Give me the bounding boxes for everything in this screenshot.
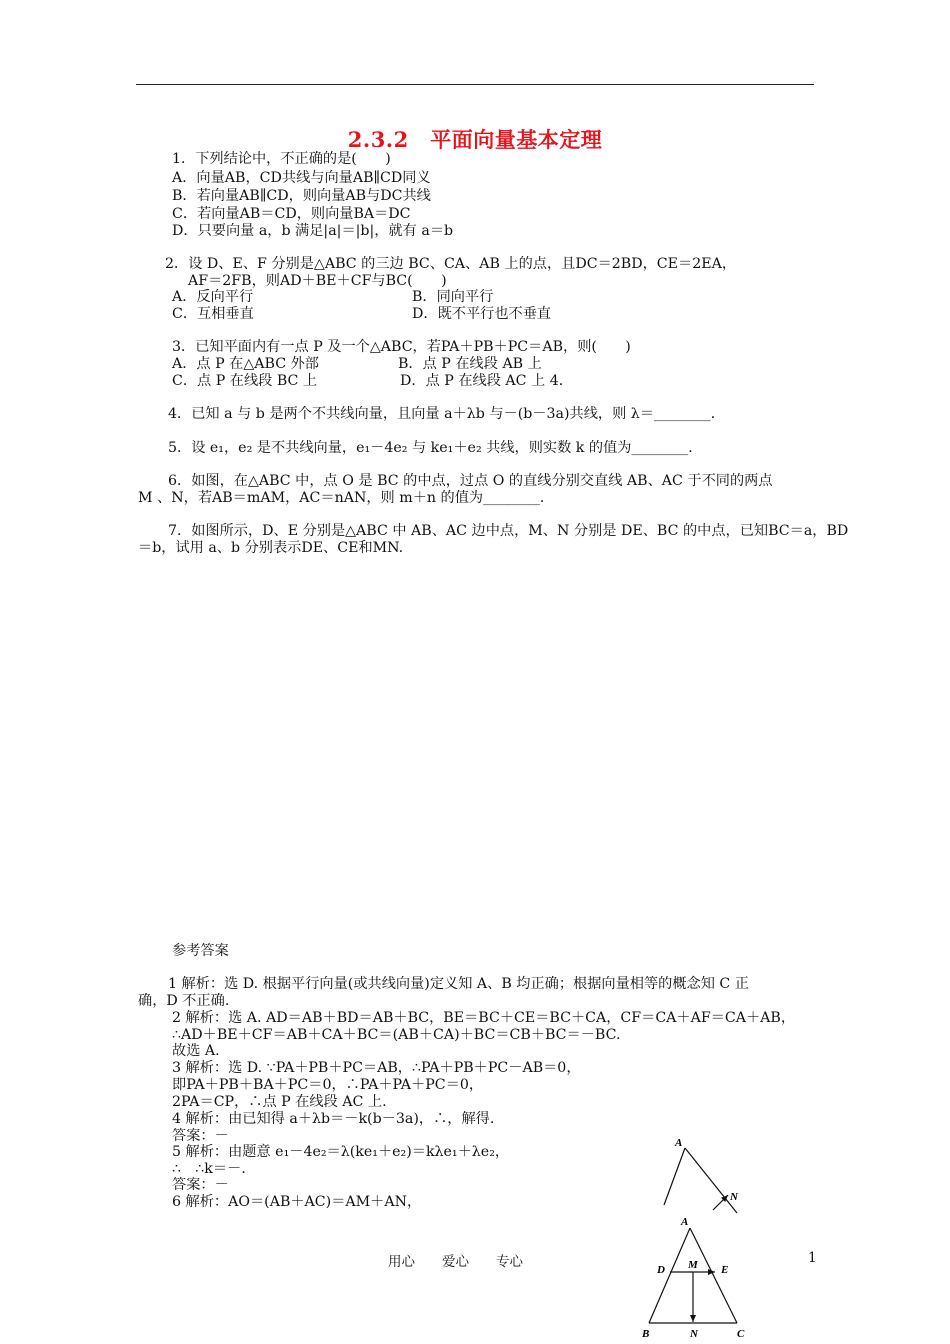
- label-d: D: [657, 1264, 665, 1276]
- q4-text: 4．已知 a 与 b 是两个不共线向量，且向量 a＋λb 与－(b－3a)共线，则 λ＝________．: [168, 406, 725, 422]
- answer-4-line1: 4 解析：由已知得 a＋λb＝－k(b－3a)，∴，解得.: [172, 1111, 495, 1127]
- answer-1-line2: 确，D 不正确.: [138, 993, 230, 1009]
- answer-4-line2: 答案：－: [172, 1128, 229, 1144]
- answer-2-line2: ∴AD＋BE＋CF＝AB＋CA＋BC＝(AB＋CA)＋BC＝CB＋BC＝－BC.: [172, 1027, 621, 1043]
- footer-motto: 用心 爱心 专心: [388, 1254, 523, 1270]
- label-b: B: [642, 1328, 650, 1340]
- answer-3-line3: 2PA＝CP，∴点 P 在线段 AC 上.: [172, 1094, 387, 1110]
- label-a-triangle: A: [681, 1216, 689, 1228]
- page-number: 1: [808, 1250, 817, 1266]
- label-m: M: [688, 1259, 698, 1271]
- q2-stem-line2: AF＝2FB，则AD＋BE＋CF与BC( ): [188, 273, 447, 289]
- answers-heading: 参考答案: [172, 943, 229, 959]
- q2-option-b: B．同向平行: [412, 289, 494, 305]
- answer-2-line1: 2 解析：选 A. AD＝AB＋BD＝AB＋BC，BE＝BC＋CE＝BC＋CA，CF＝CA＋AF＝CA＋AB，: [172, 1010, 796, 1026]
- label-n: N: [690, 1328, 698, 1340]
- q2-option-a: A．反向平行: [172, 289, 254, 305]
- q5-text: 5．设 e₁，e₂ 是不共线向量，e₁－4e₂ 与 ke₁＋e₂ 共线，则实数 k 的值为________．: [168, 440, 703, 456]
- q3-stem: 3．已知平面内有一点 P 及一个△ABC，若PA＋PB＋PC＝AB，则( ): [172, 339, 631, 355]
- q2-stem-line1: 2．设 D、E、F 分别是△ABC 的三边 BC、CA、AB 上的点，且DC＝2BD，CE＝2EA，: [165, 256, 737, 272]
- label-a-top: A: [675, 1137, 683, 1149]
- answer-2-line3: 故选 A.: [172, 1043, 220, 1059]
- q1-option-a: A．向量AB，CD共线与向量AB∥CD同义: [172, 170, 431, 186]
- label-c: C: [737, 1328, 745, 1340]
- q1-option-d: D．只要向量 a，b 满足|a|＝|b|，就有 a＝b: [172, 223, 454, 239]
- q3-option-a: A．点 P 在△ABC 外部: [172, 356, 319, 372]
- q2-option-c: C．互相垂直: [172, 306, 254, 322]
- answer-3-line1: 3 解析：选 D. ∵PA＋PB＋PC＝AB，∴PA＋PB＋PC－AB＝0，: [172, 1060, 581, 1076]
- q1-option-b: B．若向量AB∥CD，则向量AB与DC共线: [172, 188, 431, 204]
- answer-6-line1: 6 解析：AO＝(AB＋AC)＝AM＋AN，: [172, 1194, 422, 1210]
- q7-line1: 7．如图所示，D、E 分别是△ABC 中 AB、AC 边中点，M、N 分别是 DE、BC 的中点，已知BC＝a，BD: [168, 523, 849, 539]
- label-e: E: [721, 1264, 729, 1276]
- q3-option-d: D．点 P 在线段 AC 上 4．: [400, 373, 573, 389]
- figure-angle-partial: [664, 1137, 739, 1213]
- answer-5-line1: 5 解析：由题意 e₁－4e₂＝λ(ke₁＋e₂)＝kλe₁＋λe₂，: [172, 1144, 510, 1160]
- figure-triangle-abc: [641, 1216, 745, 1340]
- q6-line2: M 、N，若AB＝mAM，AC＝nAN，则 m＋n 的值为________．: [138, 490, 555, 506]
- answer-1-line1: 1 解析：选 D. 根据平行向量(或共线向量)定义知 A、B 均正确；根据向量相等的概念知 C 正: [168, 976, 749, 992]
- answer-3-line2: 即PA＋PB＋BA＋PC＝0，∴PA＋PA＋PC＝0，: [172, 1077, 484, 1093]
- q3-option-b: B．点 P 在线段 AB 上: [398, 356, 542, 372]
- q7-line2: ＝b，试用 a、b 分别表示DE、CE和MN.: [138, 540, 404, 556]
- answer-5-line3: 答案：－: [172, 1177, 229, 1193]
- q3-option-c: C．点 P 在线段 BC 上: [172, 373, 318, 389]
- q2-option-d: D．既不平行也不垂直: [412, 306, 552, 322]
- q1-option-c: C．若向量AB＝CD，则向量BA＝DC: [172, 206, 411, 222]
- label-n-top: N: [730, 1191, 738, 1203]
- page-title: 2.3.2 平面向量基本定理: [347, 127, 603, 152]
- q1-stem: 1．下列结论中，不正确的是( ): [172, 151, 391, 167]
- answer-5-line2: ∴ ∴k＝－.: [172, 1161, 246, 1177]
- q6-line1: 6．如图，在△ABC 中，点 O 是 BC 的中点，过点 O 的直线分别交直线 AB、AC 于不同的两点: [168, 473, 773, 489]
